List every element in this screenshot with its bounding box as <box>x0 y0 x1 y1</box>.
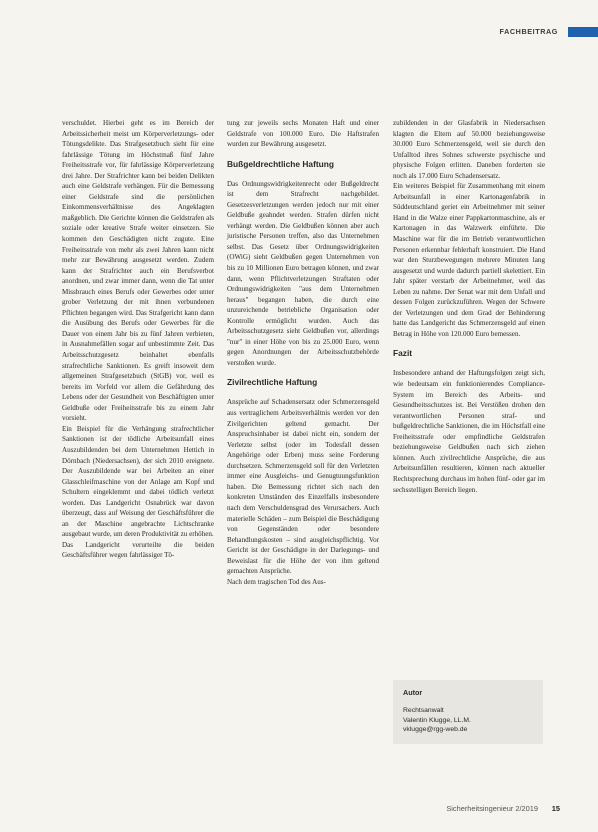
author-role: Rechtsanwalt <box>403 707 444 714</box>
paragraph: zubildenden in der Glasfabrik in Niedersachsen klagten die Eltern auf 50.000 beziehungsweise 30.000 Euro Schmerzensgeld, weil sie durch den Unfalltod ihres Sohnes schwerste psychische und physische Folgen erlitten. Daneben forderten sie noch als 17.000 Euro Schadensersatz. <box>393 119 545 180</box>
section-heading: Bußgeldrechtliche Haftung <box>227 158 335 169</box>
paragraph: Insbesondere anhand der Haftungsfolgen zeigt sich, wie bedeutsam ein funktionierendes Compliance-System im Bereich des Arbeits- und Gesundheitsschutzes ist. Bei Verstößen drohen den verantwortlichen Personen straf- und bußgeldrechtliche Sanktionen, die im Höchstfall eine Freiheitsstrafe oder empfindliche Geldstrafen beziehungsweise Geldbußen nach sich ziehen können. Auch zivilrechtliche Ansprüche, die aus Arbeitsunfällen resultieren, können nach aktueller Rechtsprechung durchaus im hohen fünf- oder gar im sechsstelligen Bereich liegen. <box>393 369 545 494</box>
paragraph: Das Landgericht verurteilte die beiden Geschäftsführer wegen fahrlässiger Tö- <box>62 540 214 560</box>
paragraph: Ein Beispiel für die Verhängung strafrechtlicher Sanktionen ist der tödliche Arbeitsunfall eines Auszubildenden bei dem Unternehmen Hettich in Dörnbach (Niedersachsen), der sich 2010 ereignete. Der Auszubildende war bei Arbeiten an einer Glasschleifmaschine von der Anlage am Kopf und Schultern eingeklemmt und dabei tödlich verletzt worden. Das Landgericht Osnabrück war davon überzeugt, dass auf Weisung der Geschäftsführer die an der Maschine angebrachte Lichtschranke ausgebaut wurde, um deren Produktivität zu erhöhen. <box>62 424 214 539</box>
paragraph: Nach dem tragischen Tod des Aus- <box>227 577 326 586</box>
author-details <box>403 706 471 735</box>
section-accent-bar <box>568 27 598 37</box>
text-column-1 <box>62 118 214 561</box>
paragraph: verschuldet. Hierbei geht es im Bereich der Arbeitssicherheit meist um Körperverletzungs- oder Tötungsdelikte. Das Strafgesetzbuch sieht für eine fahrlässige Tötung im Höchstmaß fünf Jahre Freiheitsstrafe vor, für fahrlässige Körperverletzung drei Jahre. Der Strafrichter kann bei beiden Delikten auch eine Geldstrafe verhängen. Für die Bemessung einer Geldstrafe sind die persönlichen Einkommensverhältnisse des Angeklagten maßgeblich. Die Gerichte können die Geldstrafen als soziale oder kreative Strafe weiter einsetzen. Sie kommen den Geschädigten nicht zugute. Eine Freiheitsstrafe von mehr als zwei Jahren kann nicht mehr zur Bewährung ausgesetzt werden. Zudem kann der Strafrichter auch ein Berufsverbot anordnen, und zwar immer dann, wenn die Tat unter Missbrauch eines Berufs oder Gewerbes oder unter grober Verletzung der mit ihnen verbundenen Pflichten begangen wird. Das Strafgericht kann dann die Ausübung des Berufs oder Gewerbes für die Dauer von einem Jahr bis zu fünf Jahren verbieten, in Ausnahmefällen sogar auf unbestimmte Zeit. Das Arbeitsschutzgesetz beinhaltet ebenfalls strafrechtliche Sanktionen. Es greift insoweit dem allgemeinen Strafgesetzbuch (StGB) vor, weil es bereits im Vorfeld vor allem die Gefährdung des Lebens oder der Gesundheit von Beschäftigten unter Geldbuße oder Freiheitsstrafe bis zu einem Jahr vorsieht. <box>62 119 214 423</box>
page-header <box>0 26 598 40</box>
text-column-3 <box>393 118 545 495</box>
paragraph: tung zur jeweils sechs Monaten Haft und einer Geldstrafe von 100.000 Euro. Die Haftstrafen wurden zur Bewährung ausgesetzt. <box>227 119 379 149</box>
author-name: Valentin Klugge, LL.M. <box>403 716 471 724</box>
author-box-title: Autor <box>403 688 423 697</box>
author-email: vklugge@rgg-web.de <box>403 726 468 733</box>
text-column-2 <box>227 118 379 587</box>
section-heading: Fazit <box>393 348 413 359</box>
page-number: 15 <box>551 804 560 813</box>
paragraph: Das Ordnungswidrigkeitenrecht oder Bußgeldrecht ist dem Strafrecht nachgebildet. Gesetzesverletzungen werden jedoch nur mit einer Geldbuße geahndet werden. Strafen dürfen nicht verhängt werden. Die Geldbußen können aber auch juristische Personen treffen, also das Unternehmen selbst. Das Gesetz über Ordnungswidrigkeiten (OWiG) sieht Geldbußen gegen Unternehmen von bis zu 10 Millionen Euro betragen können, und zwar dann, wenn Pflichtverletzungen Straftaten oder Ordnungswidrigkeiten "aus dem Unternehmen heraus" begangen haben, die durch eine unzureichende betriebliche Organisation oder Kontrolle ermöglicht wurden. Auch das Arbeitsschutzgesetz sieht Geldbußen vor, allerdings "nur" in einer Höhe von bis zu 25.000 Euro, wenn gegen Anordnungen der Arbeitsschutzbehörde verstoßen wurde. <box>227 179 379 367</box>
journal-name: Sicherheitsingenieur 2/2019 <box>446 804 538 813</box>
section-label: FACHBEITRAG <box>499 27 558 36</box>
author-box <box>393 680 543 744</box>
paragraph: Ein weiteres Beispiel für Zusammenhang mit einem Arbeitsunfall in einer Kartonagenfabrik in Süddeutschland geriet ein Arbeitnehmer mit seiner Hand in die Walze einer Pappkartonmaschine, als er Kartonagen in das Walzwerk einführte. Die Maschine war für die im Betrieb verantwortlichen Personen erkennbar fehlerhaft konstruiert. Die Hand war den Sturzbewegungen mehrere Minuten lang ausgesetzt und wurde dadurch partiell skelettiert. Ein Jahr später verstarb der Arbeitnehmer, weil das Leben zu nahme. Der Senat war mit dem Unfall und dessen Folgen zurückzuführen. Wegen der Schwere der Verletzungen und dem Grad der Behinderung hatte das Landgericht das Schmerzensgeld auf einen Betrag in Höhe von 120.000 Euro bemessen. <box>393 182 545 338</box>
section-heading: Zivilrechtliche Haftung <box>227 377 318 388</box>
paragraph: Ansprüche auf Schadensersatz oder Schmerzensgeld aus vertraglichem Arbeitsverhältnis werden vor den Zivilgerichten geltend gemacht. Der Anspruchsinhaber ist dabei nicht ein, sondern der Verletzte selbst (oder im Todesfall dessen Angehörige oder Erben) muss seine Forderung durchsetzen. Schmerzensgeld soll für den Verletzten immer eine Ausgleichs- und Genugtuungsfunktion haben. Die Bemessung richtet sich nach den konkreten Umständen des Einzelfalls insbesondere nach dem Verschuldensgrad des Verursachers. Auch materielle Schäden – zum Beispiel die Beschädigung von Gegenständen oder besondere Behandlungskosten – sind ausgleichspflichtig. Vor Gericht ist der Geschädigte in der Darlegungs- und Beweislast für die Höhe der von ihm geltend gemachten Ansprüche. <box>227 398 379 576</box>
page-footer <box>390 804 560 818</box>
